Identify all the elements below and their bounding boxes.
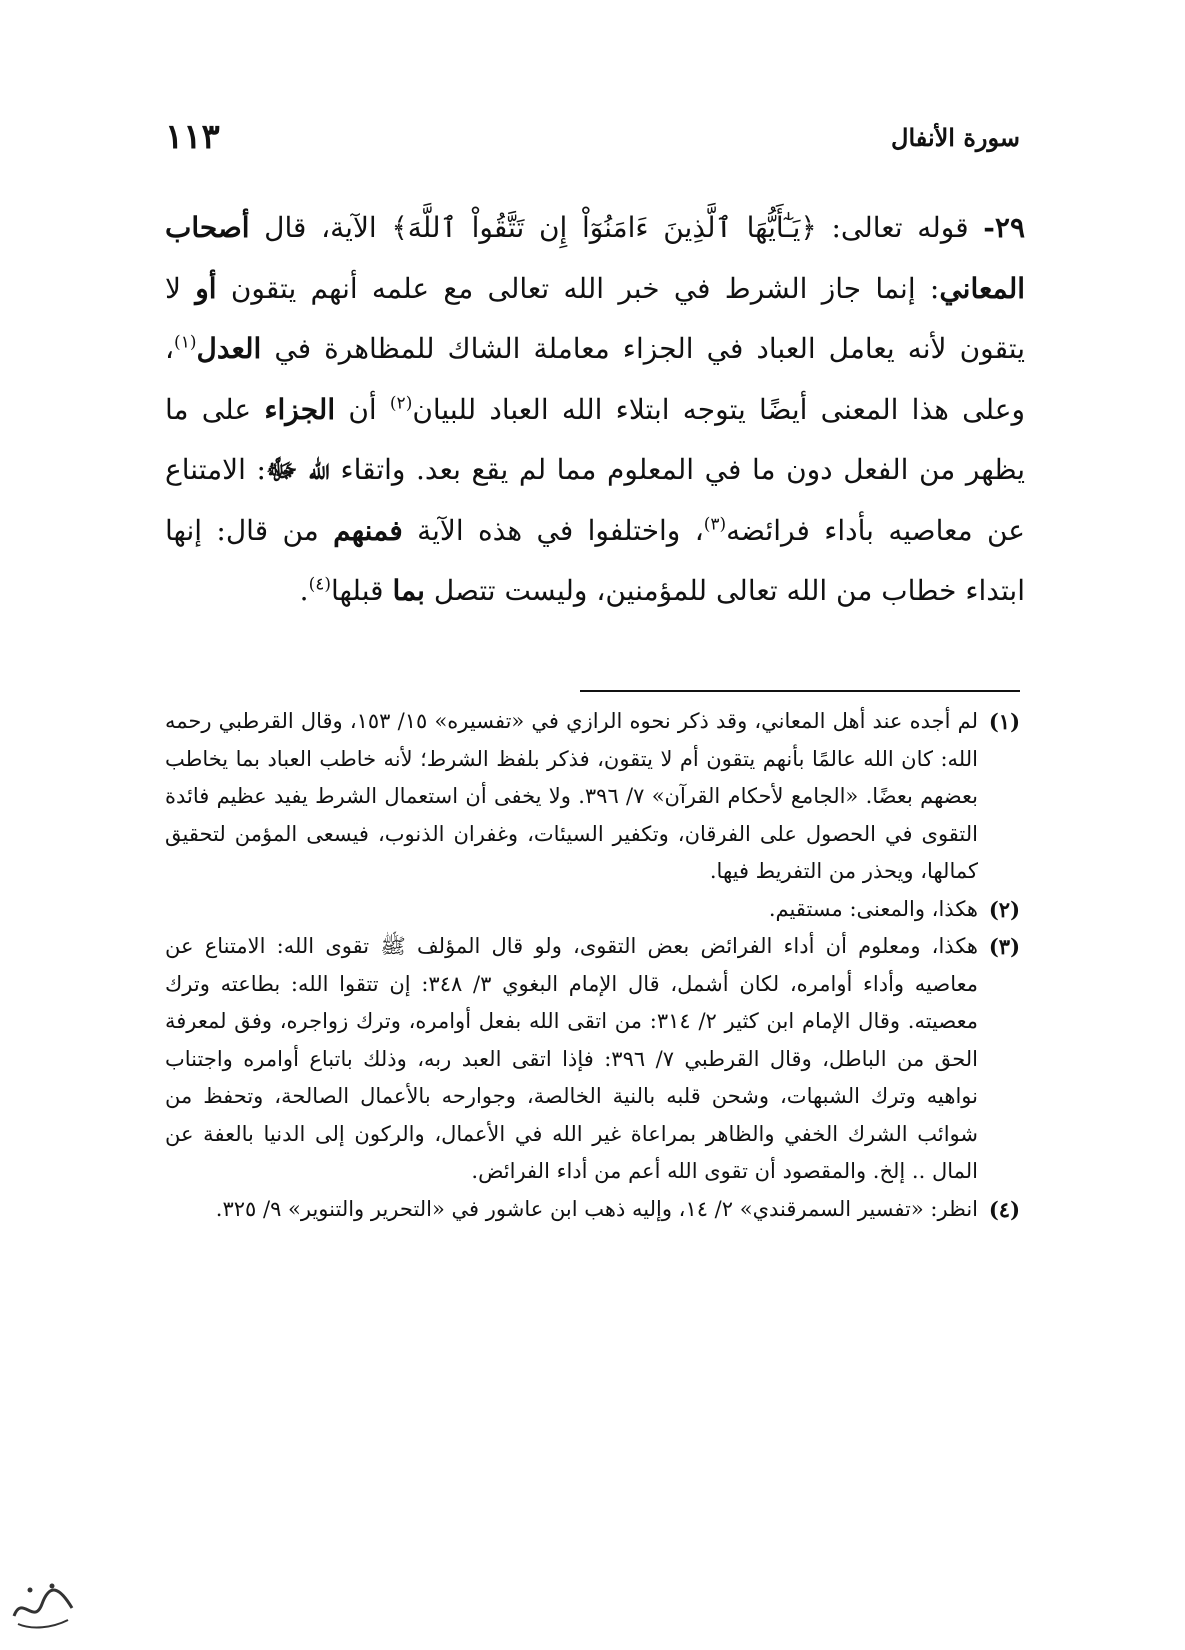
footnote-1: [165, 703, 1020, 891]
main-text-segment: .: [299, 574, 309, 607]
footnote-number: (١): [988, 709, 1020, 734]
quran-verse: ﴿يَـٰٓأَيُّهَا ٱلَّذِينَ ءَامَنُوٓاْ إِن تَتَّقُواْ ٱللَّهَ﴾: [391, 211, 817, 244]
footnotes: [165, 703, 1020, 1228]
footnote-ref: (٤): [308, 574, 331, 595]
footnote-ref: (٣): [703, 514, 727, 535]
publisher-logo: [8, 1570, 78, 1640]
lead-word: العدل: [196, 332, 262, 365]
main-text-segment: الآية، قال: [249, 211, 392, 244]
footnote-text: لم أجده عند أهل المعاني، وقد ذكر نحوه الرازي في «تفسيره» ١٥/ ١٥٣، وقال القرطبي رحمه الله: كان الله عالمًا بأنهم يتقون أم لا يتقون، فذكر بلفظ الشرط؛ لأنه خاطب العباد بما يخاطب بعضهم بعضًا. «الجامع لأحكام القرآن» ٧/ ٣٩٦. ولا يخفى أن استعمال الشرط يفيد عظيم فائدة التقوى في الحصول على الفرقان، وتكفير السيئات، وغفران الذنوب، فيسعى المؤمن لتحقيق كمالها، ويحذر من التفريط فيها.: [165, 709, 978, 883]
main-text-segment: أن: [335, 392, 390, 426]
lead-word: أو: [195, 271, 217, 305]
footnote-number: (٣): [988, 934, 1020, 959]
verse-number: ٢٩-: [983, 211, 1025, 244]
intro-text: قوله تعالى:: [816, 211, 984, 244]
lead-word: فمنهم: [333, 513, 403, 547]
footnote-number: (٢): [988, 896, 1020, 922]
footnote-text: هكذا، ومعلوم أن أداء الفرائض بعض التقوى، ولو قال المؤلف ﷺ تقوى الله: الامتناع عن معاصيه وأداء أوامره، لكان أشمل، قال الإمام البغوي ٣/ ٣٤٨: إن تتقوا الله: بطاعته وترك معصيته. وقال الإمام ابن كثير ٢/ ٣١٤: من اتقى الله بفعل أوامره، وترك زواجره، وفق لمعرفة الحق من الباطل، وقال القرطبي ٧/ ٣٩٦: فإذا اتقى العبد ربه، وذلك باتباع أوامره واجتناب نواهيه وترك الشبهات، وشحن قلبه بالنية الخالصة، وجوارحه بالأعمال الصالحة، وتحفظ من شوائب الشرك الخفي والظاهر بمراعاة غير الله في الأعمال، والركون إلى الدنيا بالعفة عن المال .. إلخ. والمقصود أن تقوى الله أعم من أداء الفرائض.: [165, 934, 978, 1183]
main-text-segment: من قال: إنها ابتداء خطاب من الله تعالى للمؤمنين، وليست تتصل: [165, 513, 1025, 607]
logo-dot: [50, 1584, 55, 1589]
footnote-4: [165, 1191, 1020, 1229]
main-text-segment: ، واختلفوا في هذه الآية: [402, 513, 704, 547]
main-text-segment: على ما يظهر من الفعل دون ما في المعلوم مما لم يقع بعد. واتقاء: [165, 392, 1025, 486]
main-text: [165, 198, 1025, 622]
logo-calligraphy-stroke: [14, 1590, 72, 1616]
footnote-ref: (٢): [389, 393, 413, 414]
footnote-text: هكذا، والمعنى: مستقيم.: [768, 896, 978, 921]
main-text-segment: قبلها: [330, 574, 393, 607]
footnote-text: انظر: «تفسير السمرقندي» ٢/ ١٤، وإليه ذهب ابن عاشور في «التحرير والتنوير» ٩/ ٣٢٥.: [215, 1196, 978, 1221]
logo-dot: [28, 1588, 33, 1593]
surah-title: سورة الأنفال: [891, 122, 1020, 152]
footnote-2: [165, 891, 1020, 929]
logo-calligraphy-stroke: [18, 1620, 68, 1627]
main-text-segment: لا يتقون لأنه يعامل العباد في الجزاء معاملة الشاك للمظاهرة في: [165, 271, 1025, 365]
lead-word: الله ﷻ: [265, 453, 330, 486]
page-header: [165, 112, 1020, 162]
footnote-3: [165, 928, 1020, 1191]
footnote-ref: (١): [174, 332, 197, 353]
lead-word: أصحاب المعاني: [165, 211, 1026, 305]
main-text-segment: : الامتناع عن معاصيه بأداء فرائضه: [165, 453, 1026, 547]
lead-word: بما: [392, 574, 425, 607]
footnote-divider: [580, 690, 1020, 692]
footnote-number: (٤): [988, 1196, 1020, 1222]
main-text-segment: : إنما جاز الشرط في خبر الله تعالى مع علمه أنهم يتقون: [216, 271, 940, 305]
page-number: ١١٣: [165, 117, 220, 157]
main-paragraph: [165, 198, 1025, 622]
lead-word: الجزاء: [264, 392, 336, 426]
main-text-segment: ، وعلى هذا المعنى أيضًا يتوجه ابتلاء الله العباد للبيان: [165, 332, 1025, 426]
